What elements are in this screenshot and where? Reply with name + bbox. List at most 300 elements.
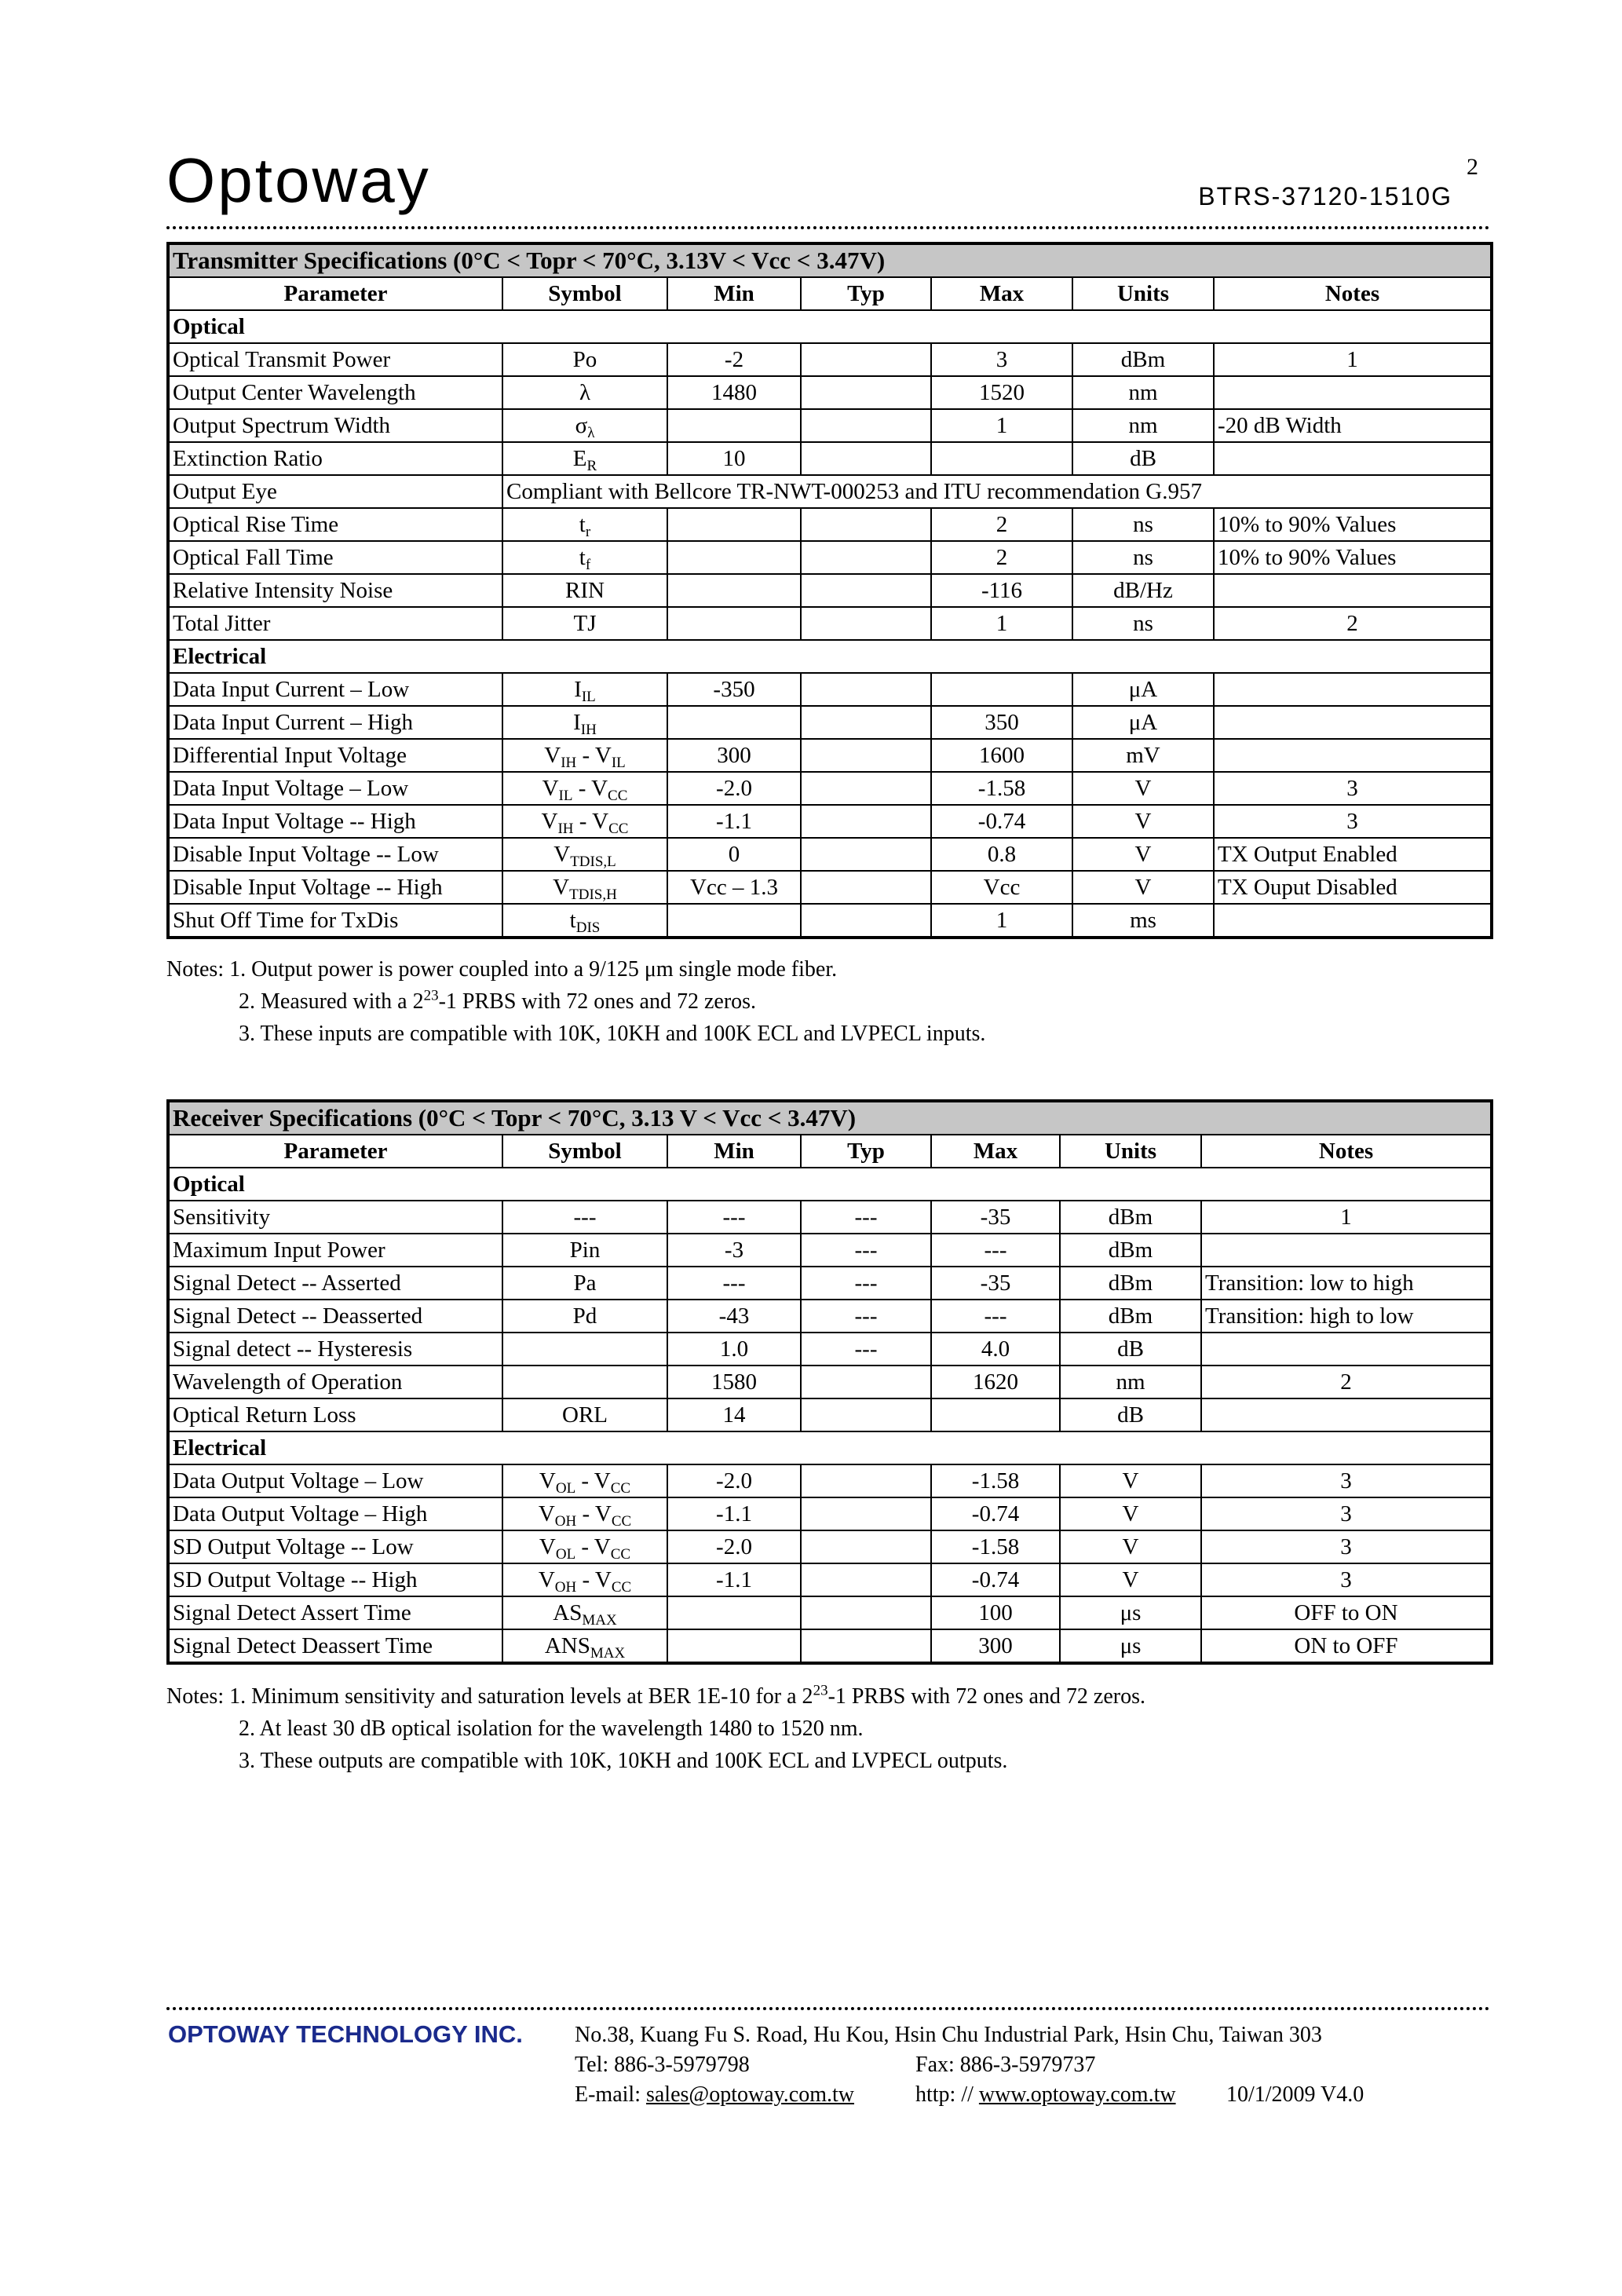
typ-cell — [801, 706, 931, 739]
max-cell: -1.58 — [931, 1464, 1060, 1497]
symbol-text: V — [538, 1501, 555, 1526]
min-cell: -2.0 — [667, 1530, 801, 1563]
table-row — [168, 838, 1492, 871]
symbol-text: t — [579, 511, 586, 537]
min-cell — [667, 574, 801, 607]
symbol-cell — [502, 1629, 667, 1663]
typ-cell: --- — [801, 1333, 931, 1366]
max-cell: 300 — [931, 1629, 1060, 1663]
min-cell: -350 — [667, 673, 801, 706]
symbol-cell — [502, 805, 667, 838]
typ-cell — [801, 1464, 931, 1497]
units-cell: nm — [1072, 409, 1214, 442]
notes-cell: -20 dB Width — [1214, 409, 1492, 442]
typ-cell — [801, 343, 931, 376]
max-cell: 1520 — [931, 376, 1072, 409]
symbol-text-2: - V — [575, 1468, 611, 1493]
typ-cell — [801, 772, 931, 805]
symbol-text: --- — [573, 1204, 597, 1230]
table-row — [168, 739, 1492, 772]
symbol-cell — [502, 1497, 667, 1530]
max-cell: -35 — [931, 1267, 1060, 1300]
column-header: Units — [1060, 1135, 1201, 1168]
max-cell: 100 — [931, 1596, 1060, 1629]
column-header: Parameter — [168, 277, 502, 310]
column-header: Symbol — [502, 1135, 667, 1168]
units-cell: V — [1060, 1464, 1201, 1497]
symbol-text: Pin — [569, 1237, 601, 1263]
typ-cell: --- — [801, 1234, 931, 1267]
parameter-cell: Optical Fall Time — [168, 541, 502, 574]
table-row — [168, 475, 1492, 508]
receiver-notes — [166, 1680, 1145, 1777]
notes-cell: 10% to 90% Values — [1214, 508, 1492, 541]
symbol-subscript: MAX — [582, 1611, 617, 1629]
units-cell: mV — [1072, 739, 1214, 772]
symbol-cell — [502, 871, 667, 904]
symbol-cell — [502, 1563, 667, 1596]
column-header: Typ — [801, 277, 931, 310]
parameter-cell: Data Output Voltage – Low — [168, 1464, 502, 1497]
units-cell: nm — [1060, 1366, 1201, 1398]
min-cell: Vcc – 1.3 — [667, 871, 801, 904]
footer-divider — [166, 2007, 1490, 2014]
section-row — [168, 640, 1492, 673]
footer-email: E-mail: sales@optoway.com.tw — [575, 2082, 855, 2107]
symbol-subscript: R — [586, 457, 597, 474]
spanning-cell: Compliant with Bellcore TR-NWT-000253 and ITU recommendation G.957 — [502, 475, 1492, 508]
transmitter-spec-table — [166, 242, 1493, 939]
footer-company-name: OPTOWAY TECHNOLOGY INC. — [168, 2020, 523, 2048]
symbol-subscript: DIS — [575, 919, 601, 936]
typ-cell — [801, 1530, 931, 1563]
max-cell: --- — [931, 1300, 1060, 1333]
parameter-cell: Signal Detect -- Deasserted — [168, 1300, 502, 1333]
footer-tel: Tel: 886-3-5979798 — [575, 2053, 750, 2077]
min-cell: 1580 — [667, 1366, 801, 1398]
notes-cell: 3 — [1201, 1530, 1492, 1563]
typ-cell — [801, 1398, 931, 1431]
parameter-cell: Disable Input Voltage -- Low — [168, 838, 502, 871]
table-row — [168, 1201, 1492, 1234]
symbol-text: V — [553, 874, 570, 900]
header-divider — [166, 226, 1490, 233]
symbol-subscript: MAX — [590, 1644, 626, 1662]
parameter-cell: Wavelength of Operation — [168, 1366, 502, 1398]
notes-cell — [1201, 1333, 1492, 1366]
min-cell: --- — [667, 1201, 801, 1234]
symbol-cell — [502, 1366, 667, 1398]
typ-cell — [801, 1366, 931, 1398]
table-header-row — [168, 277, 1492, 310]
parameter-cell: SD Output Voltage -- High — [168, 1563, 502, 1596]
min-cell: -1.1 — [667, 805, 801, 838]
table-row — [168, 1234, 1492, 1267]
parameter-cell: Extinction Ratio — [168, 442, 502, 475]
units-cell: μs — [1060, 1629, 1201, 1663]
parameter-cell: Total Jitter — [168, 607, 502, 640]
notes-cell: 3 — [1214, 805, 1492, 838]
symbol-text-2: - V — [576, 742, 612, 768]
parameter-cell: Optical Rise Time — [168, 508, 502, 541]
units-cell: nm — [1072, 376, 1214, 409]
max-cell: 3 — [931, 343, 1072, 376]
notes-cell: ON to OFF — [1201, 1629, 1492, 1663]
parameter-cell: Shut Off Time for TxDis — [168, 904, 502, 938]
symbol-cell — [502, 1300, 667, 1333]
model-number: BTRS-37120-1510G — [1198, 182, 1452, 210]
max-cell: 1 — [931, 409, 1072, 442]
min-cell: 10 — [667, 442, 801, 475]
typ-cell — [801, 673, 931, 706]
symbol-text: σ — [575, 412, 588, 438]
notes-cell — [1214, 442, 1492, 475]
min-cell — [667, 1629, 801, 1663]
parameter-cell: Output Eye — [168, 475, 502, 508]
units-cell: dB/Hz — [1072, 574, 1214, 607]
symbol-text-2: - V — [573, 808, 609, 834]
max-cell: -0.74 — [931, 1563, 1060, 1596]
parameter-cell: Maximum Input Power — [168, 1234, 502, 1267]
table-title: Receiver Specifications (0°C < Topr < 70°C, 3.13 V < Vcc < 3.47V) — [168, 1101, 1492, 1135]
table-row — [168, 673, 1492, 706]
parameter-cell: Output Center Wavelength — [168, 376, 502, 409]
column-header: Symbol — [502, 277, 667, 310]
symbol-subscript: OH — [554, 1578, 577, 1596]
parameter-cell: Data Input Voltage -- High — [168, 805, 502, 838]
symbol-text: RIN — [565, 577, 605, 603]
symbol-subscript: TDIS,H — [569, 886, 617, 903]
min-cell: --- — [667, 1267, 801, 1300]
symbol-subscript: TDIS,L — [570, 853, 616, 870]
max-cell: 2 — [931, 508, 1072, 541]
typ-cell — [801, 904, 931, 938]
parameter-cell: Relative Intensity Noise — [168, 574, 502, 607]
typ-cell — [801, 1629, 931, 1663]
symbol-text: t — [569, 907, 576, 933]
table-row — [168, 1366, 1492, 1398]
column-header: Notes — [1214, 277, 1492, 310]
symbol-cell — [502, 1530, 667, 1563]
notes-cell: 1 — [1201, 1201, 1492, 1234]
symbol-subscript: IH — [561, 754, 577, 771]
notes-cell: OFF to ON — [1201, 1596, 1492, 1629]
column-header: Notes — [1201, 1135, 1492, 1168]
symbol-text: ANS — [544, 1632, 590, 1658]
symbol-cell — [502, 1234, 667, 1267]
max-cell: -1.58 — [931, 772, 1072, 805]
page-number: 2 — [1467, 154, 1478, 180]
symbol-text: I — [573, 709, 581, 735]
column-header: Min — [667, 1135, 801, 1168]
units-cell: V — [1072, 805, 1214, 838]
typ-cell — [801, 376, 931, 409]
min-cell — [667, 1596, 801, 1629]
symbol-subscript: OL — [555, 1545, 576, 1563]
units-cell: V — [1072, 838, 1214, 871]
table-row — [168, 805, 1492, 838]
units-cell: ns — [1072, 541, 1214, 574]
table-row — [168, 904, 1492, 938]
symbol-text: V — [553, 841, 571, 867]
units-cell: dBm — [1060, 1234, 1201, 1267]
section-row — [168, 1431, 1492, 1464]
max-cell: 2 — [931, 541, 1072, 574]
min-cell — [667, 904, 801, 938]
symbol-text: E — [572, 445, 587, 471]
rx-note-2: 2. At least 30 dB optical isolation for the wavelength 1480 to 1520 nm. — [239, 1717, 864, 1741]
min-cell: 14 — [667, 1398, 801, 1431]
symbol-cell — [502, 508, 667, 541]
units-cell: V — [1060, 1497, 1201, 1530]
notes-cell: 3 — [1201, 1497, 1492, 1530]
parameter-cell: Sensitivity — [168, 1201, 502, 1234]
rx-note-1: Notes: 1. Minimum sensitivity and saturation levels at BER 1E-10 for a $2^{23}-1$ PRBS with 72 ones and 72 zeros. — [166, 1682, 1145, 1709]
symbol-subscript-2: CC — [611, 1512, 632, 1530]
max-cell: 4.0 — [931, 1333, 1060, 1366]
units-cell: V — [1060, 1530, 1201, 1563]
symbol-text: V — [542, 775, 559, 801]
min-cell: 300 — [667, 739, 801, 772]
notes-cell — [1214, 904, 1492, 938]
symbol-subscript-2: CC — [608, 820, 629, 837]
parameter-cell: Optical Return Loss — [168, 1398, 502, 1431]
symbol-subscript-2: CC — [610, 1545, 631, 1563]
typ-cell — [801, 409, 931, 442]
table-row — [168, 508, 1492, 541]
tx-note-1: Notes: 1. Output power is power coupled into a 9/125 μm single mode fiber. — [166, 957, 838, 982]
max-cell: -35 — [931, 1201, 1060, 1234]
symbol-subscript: λ — [587, 424, 595, 441]
symbol-text: TJ — [573, 610, 597, 636]
max-cell: 1600 — [931, 739, 1072, 772]
max-cell: -116 — [931, 574, 1072, 607]
parameter-cell: Signal Detect -- Asserted — [168, 1267, 502, 1300]
symbol-cell — [502, 442, 667, 475]
symbol-cell — [502, 673, 667, 706]
notes-cell: Transition: high to low — [1201, 1300, 1492, 1333]
notes-cell: 3 — [1214, 772, 1492, 805]
section-label: Electrical — [168, 1431, 1492, 1464]
min-cell — [667, 541, 801, 574]
max-cell: -1.58 — [931, 1530, 1060, 1563]
parameter-cell: Data Output Voltage – High — [168, 1497, 502, 1530]
symbol-subscript: IL — [558, 787, 573, 804]
table-header-row — [168, 1135, 1492, 1168]
symbol-cell — [502, 739, 667, 772]
notes-cell — [1214, 673, 1492, 706]
parameter-cell: Data Input Current – Low — [168, 673, 502, 706]
symbol-subscript: f — [585, 556, 591, 573]
symbol-subscript-2: CC — [608, 787, 628, 804]
table-row — [168, 574, 1492, 607]
symbol-text: I — [574, 676, 582, 702]
typ-cell — [801, 1596, 931, 1629]
symbol-text-2: - V — [575, 1534, 611, 1559]
table-row — [168, 409, 1492, 442]
min-cell: -2.0 — [667, 1464, 801, 1497]
column-header: Min — [667, 277, 801, 310]
company-logo: Optoway — [166, 145, 431, 215]
website-link[interactable]: www.optoway.com.tw — [978, 2082, 1176, 2107]
symbol-cell — [502, 409, 667, 442]
symbol-cell — [502, 772, 667, 805]
min-cell: 1.0 — [667, 1333, 801, 1366]
max-cell: 1620 — [931, 1366, 1060, 1398]
symbol-text-2: - V — [576, 1567, 612, 1592]
section-label: Optical — [168, 1168, 1492, 1201]
min-cell: 1480 — [667, 376, 801, 409]
rx-note-3: 3. These outputs are compatible with 10K, 10KH and 100K ECL and LVPECL outputs. — [239, 1749, 1008, 1773]
typ-cell — [801, 442, 931, 475]
notes-cell — [1214, 376, 1492, 409]
units-cell: dBm — [1060, 1267, 1201, 1300]
table-row — [168, 1333, 1492, 1366]
symbol-text: Pd — [572, 1303, 597, 1329]
table-row — [168, 1497, 1492, 1530]
parameter-cell: Data Input Current – High — [168, 706, 502, 739]
units-cell: V — [1072, 871, 1214, 904]
min-cell: -2 — [667, 343, 801, 376]
notes-cell — [1201, 1234, 1492, 1267]
typ-cell — [801, 1497, 931, 1530]
max-cell — [931, 1398, 1060, 1431]
symbol-cell — [502, 838, 667, 871]
notes-cell — [1201, 1398, 1492, 1431]
parameter-cell: Signal detect -- Hysteresis — [168, 1333, 502, 1366]
table-row — [168, 1563, 1492, 1596]
typ-cell: --- — [801, 1300, 931, 1333]
footer-date-version: 10/1/2009 V4.0 — [1226, 2082, 1364, 2107]
column-header: Typ — [801, 1135, 931, 1168]
typ-cell — [801, 574, 931, 607]
column-header: Units — [1072, 277, 1214, 310]
table-row — [168, 706, 1492, 739]
typ-cell: --- — [801, 1267, 931, 1300]
min-cell: -43 — [667, 1300, 801, 1333]
max-cell: -0.74 — [931, 1497, 1060, 1530]
symbol-cell — [502, 1201, 667, 1234]
symbol-cell — [502, 343, 667, 376]
table-row — [168, 1300, 1492, 1333]
tx-note-2: 2. Measured with a $2^{23}-1$ PRBS with 72 ones and 72 zeros. — [239, 987, 757, 1014]
parameter-cell: Differential Input Voltage — [168, 739, 502, 772]
symbol-subscript-2: CC — [611, 1578, 632, 1596]
symbol-subscript: r — [585, 523, 591, 540]
symbol-subscript-2: CC — [610, 1479, 631, 1497]
symbol-subscript: OL — [555, 1479, 576, 1497]
symbol-text: V — [539, 1468, 556, 1493]
section-row — [168, 310, 1492, 343]
parameter-cell: Output Spectrum Width — [168, 409, 502, 442]
section-label: Optical — [168, 310, 1492, 343]
notes-cell: 1 — [1214, 343, 1492, 376]
table-row — [168, 772, 1492, 805]
symbol-text: Pa — [573, 1270, 597, 1296]
table-row — [168, 607, 1492, 640]
table-row — [168, 1464, 1492, 1497]
footer-fax: Fax: 886-3-5979737 — [915, 2053, 1096, 2077]
receiver-spec-table — [166, 1099, 1493, 1665]
notes-cell: TX Ouput Disabled — [1214, 871, 1492, 904]
notes-cell — [1214, 739, 1492, 772]
symbol-cell — [502, 904, 667, 938]
max-cell: 0.8 — [931, 838, 1072, 871]
symbol-text-2: - V — [576, 1501, 612, 1526]
typ-cell — [801, 508, 931, 541]
footer-address: No.38, Kuang Fu S. Road, Hu Kou, Hsin Chu Industrial Park, Hsin Chu, Taiwan 303 — [575, 2023, 1322, 2047]
table-title-row — [168, 243, 1492, 277]
typ-cell — [801, 838, 931, 871]
symbol-cell — [502, 541, 667, 574]
symbol-text: V — [539, 1534, 556, 1559]
max-cell — [931, 673, 1072, 706]
email-link[interactable]: sales@optoway.com.tw — [645, 2082, 855, 2107]
units-cell: V — [1060, 1563, 1201, 1596]
typ-cell — [801, 871, 931, 904]
notes-cell: 2 — [1214, 607, 1492, 640]
typ-cell — [801, 805, 931, 838]
symbol-cell — [502, 574, 667, 607]
typ-cell — [801, 607, 931, 640]
symbol-text: V — [541, 808, 558, 834]
symbol-cell — [502, 1596, 667, 1629]
symbol-text: ORL — [562, 1402, 608, 1428]
symbol-text: λ — [579, 379, 591, 405]
notes-cell: 3 — [1201, 1563, 1492, 1596]
typ-cell: --- — [801, 1201, 931, 1234]
min-cell: -3 — [667, 1234, 801, 1267]
parameter-cell: Disable Input Voltage -- High — [168, 871, 502, 904]
max-cell: Vcc — [931, 871, 1072, 904]
footer-website: http: // www.optoway.com.tw — [915, 2082, 1176, 2107]
units-cell: ms — [1072, 904, 1214, 938]
typ-cell — [801, 541, 931, 574]
max-cell: --- — [931, 1234, 1060, 1267]
notes-cell — [1214, 706, 1492, 739]
symbol-text-2: - V — [572, 775, 608, 801]
min-cell: 0 — [667, 838, 801, 871]
table-row — [168, 1398, 1492, 1431]
parameter-cell: Signal Detect Deassert Time — [168, 1629, 502, 1663]
symbol-subscript: IL — [581, 688, 596, 705]
max-cell: 1 — [931, 904, 1072, 938]
tx-note-3: 3. These inputs are compatible with 10K, 10KH and 100K ECL and LVPECL inputs. — [239, 1022, 986, 1046]
table-row — [168, 376, 1492, 409]
symbol-text: V — [538, 1567, 555, 1592]
notes-cell: 2 — [1201, 1366, 1492, 1398]
notes-cell: 10% to 90% Values — [1214, 541, 1492, 574]
units-cell: dB — [1060, 1333, 1201, 1366]
units-cell: V — [1072, 772, 1214, 805]
parameter-cell: Signal Detect Assert Time — [168, 1596, 502, 1629]
symbol-subscript: IH — [557, 820, 574, 837]
units-cell: dB — [1072, 442, 1214, 475]
table-row — [168, 442, 1492, 475]
column-header: Parameter — [168, 1135, 502, 1168]
symbol-cell — [502, 1333, 667, 1366]
symbol-cell — [502, 1398, 667, 1431]
table-row — [168, 871, 1492, 904]
column-header: Max — [931, 277, 1072, 310]
symbol-cell — [502, 1464, 667, 1497]
symbol-cell — [502, 607, 667, 640]
symbol-text: V — [544, 742, 561, 768]
symbol-cell — [502, 1267, 667, 1300]
table-row — [168, 1629, 1492, 1663]
min-cell — [667, 508, 801, 541]
parameter-cell: Data Input Voltage – Low — [168, 772, 502, 805]
